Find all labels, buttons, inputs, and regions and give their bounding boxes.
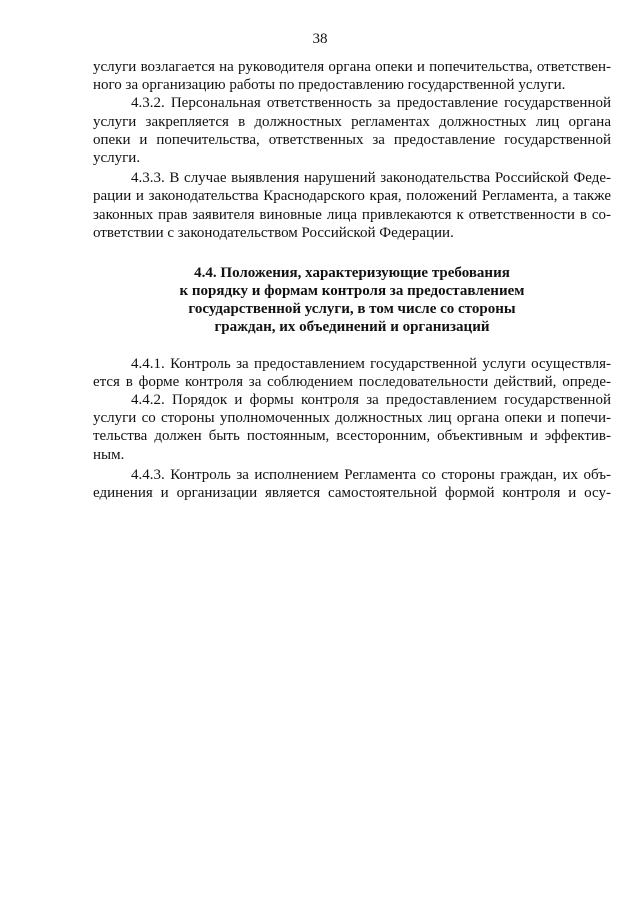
paragraph-4-3-3 [93, 169, 611, 242]
paragraph-4-3-2 [93, 94, 611, 167]
text-line: рации и законодательства Краснодарского края, положений Регламента, а также [93, 188, 611, 205]
heading-line: государственной услуги, в том числе со стороны [188, 301, 516, 318]
text-line: ответствии с законодательством Российской Федерации. [93, 224, 454, 241]
text-line: 4.4.3. Контроль за исполнением Регламента со стороны граждан, их объ- [131, 466, 611, 483]
text-line: 4.4.1. Контроль за предоставлением государственной услуги осуществля- [131, 355, 611, 372]
heading-line: граждан, их объединений и организаций [214, 319, 490, 336]
paragraph-4-4-3 [93, 466, 611, 502]
text-line: тельства должен быть постоянным, всесторонним, объективным и эффектив- [93, 428, 611, 445]
text-line: ется в форме контроля за соблюдением последовательности действий, опреде- [93, 373, 611, 390]
paragraph-intro [93, 58, 611, 94]
text-line: услуги возлагается на руководителя органа опеки и попечительства, ответствен- [93, 59, 611, 75]
text-line: единения и организации является самостоятельной формой контроля и осу- [93, 484, 611, 501]
text-line: 4.4.2. Порядок и формы контроля за предоставлением государственной [131, 392, 611, 408]
page-number: 38 [312, 31, 328, 47]
text-line: услуги закрепляется в должностных регламентах должностных лиц органа [93, 113, 611, 130]
text-line: услуги со стороны уполномоченных должностных лиц органа опеки и попечи- [93, 410, 611, 427]
paragraph-4-4-1 [93, 355, 611, 391]
text-line: опеки и попечительства, ответственных за предоставление государственной [93, 131, 611, 148]
text-line: ным. [93, 446, 125, 463]
text-line: ного за организацию работы по предоставлению государственной услуги. [93, 77, 566, 94]
paragraph-4-4-2 [93, 391, 611, 464]
text-line: 4.3.3. В случае выявления нарушений законодательства Российской Феде- [131, 170, 611, 187]
heading-line: 4.4. Положения, характеризующие требования [194, 264, 510, 281]
text-line: 4.3.2. Персональная ответственность за предоставление государственной [131, 95, 611, 112]
text-line: услуги. [93, 149, 141, 166]
text-line: законных прав заявителя виновные лица привлекаются к ответственности в со- [93, 206, 611, 223]
heading-line: к порядку и формам контроля за предоставлением [179, 283, 525, 300]
section-heading-4-4 [93, 264, 611, 337]
document-body [93, 58, 611, 502]
